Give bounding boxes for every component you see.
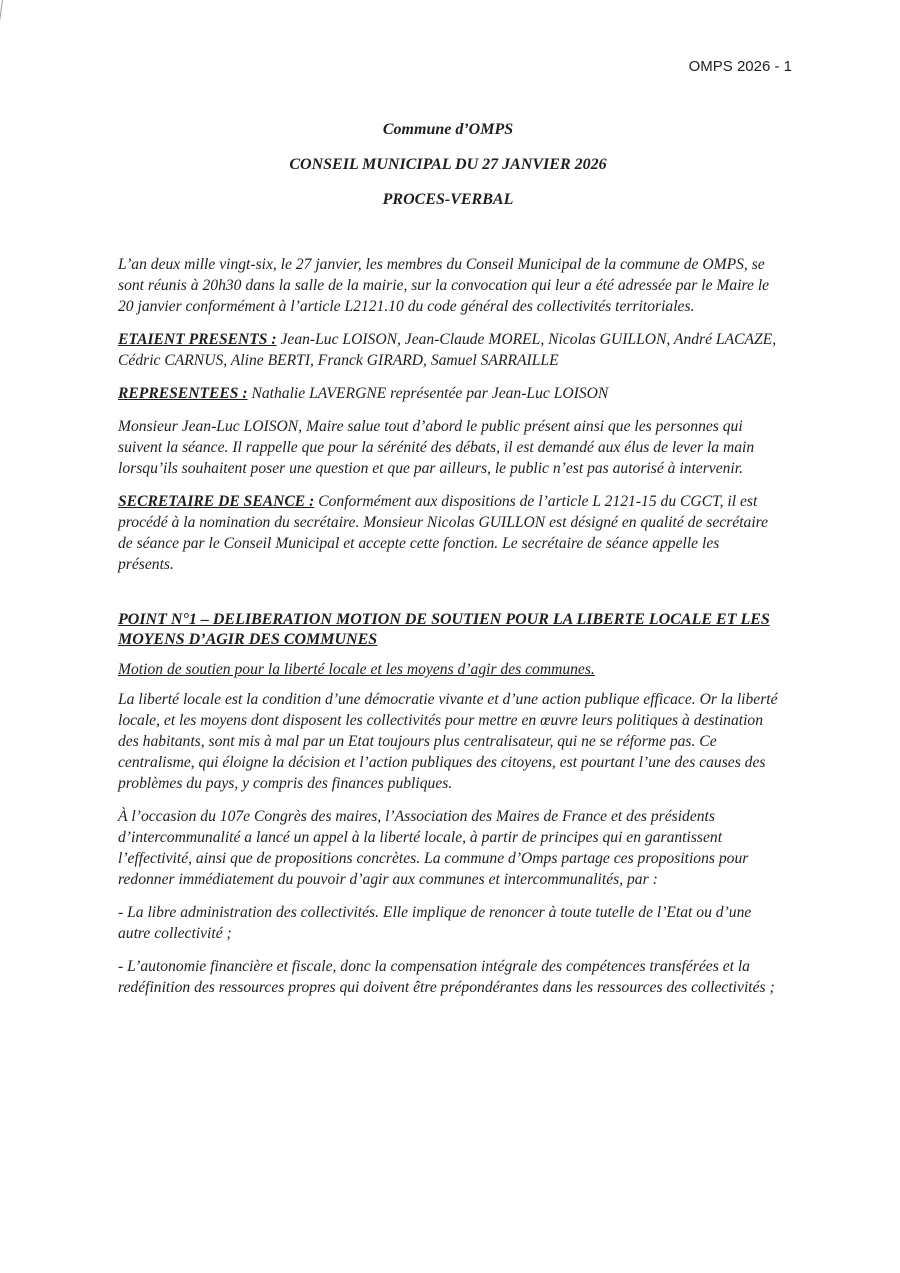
point1-paragraph: - L’autonomie financière et fiscale, donc la compensation intégrale des compétences transférées et la redéfinition des ressources propres qui doivent être prépondérantes dans les ressources des collectivités ; [118,958,775,996]
representees-paragraph [118,383,778,404]
representees-text: Nathalie LAVERGNE représentée par Jean-Luc LOISON [251,385,609,402]
intro-paragraph: L’an deux mille vingt-six, le 27 janvier, les membres du Conseil Municipal de la commune de OMPS, se sont réunis à 20h30 dans la salle de la mairie, sur la convocation qui leur a été adressée par le Maire le 20 janvier conformément à l’article L2121.10 du code général des collectivités territoriales. [118,256,770,315]
point1-title: POINT N°1 – DELIBERATION MOTION DE SOUTIEN POUR LA LIBERTE LOCALE ET LES MOYENS D’AGIR DES COMMUNES [118,611,770,648]
scan-edge-mark [0,0,3,69]
point1-subtitle: Motion de soutien pour la liberté locale et les moyens d’agir des communes. [118,661,595,678]
document-body [118,120,778,1010]
pv-title: PROCES-VERBAL [382,191,514,208]
conseil-title: CONSEIL MUNICIPAL DU 27 JANVIER 2026 [289,156,607,173]
secretaire-paragraph [118,491,778,575]
point1-paragraph: - La libre administration des collectivités. Elle implique de renoncer à toute tutelle de l’Etat ou d’une autre collectivité ; [118,904,752,942]
point1-paragraph: À l’occasion du 107e Congrès des maires, l’Association des Maires de France et des présidents d’intercommunalité a lancé un appel à la liberté locale, à partir de principes qui en garantissent l’effectivité, ainsi que de propositions concrètes. La commune d’Omps partage ces propositions pour redonner immédiatement du pouvoir d’agir aux communes et intercommunalités, par : [118,808,749,888]
point1-paragraph: La liberté locale est la condition d’une démocratie vivante et d’une action publique efficace. Or la liberté locale, et les moyens dont disposent les collectivités pour mettre en œuvre leurs politiques à destination des habitants, sont mis à mal par un Etat toujours plus centralisateur, qui ne se réforme pas. Ce centralisme, qui éloigne la décision et l’action publiques des citoyens, est pourtant l’une des causes des problèmes du pays, y compris des finances publiques. [118,691,778,792]
representees-label: REPRESENTEES : [118,385,248,402]
mayor-welcome-paragraph: Monsieur Jean-Luc LOISON, Maire salue tout d’abord le public présent ainsi que les personnes qui suivent la séance. Il rappelle que pour la sérénité des débats, il est demandé aux élus de lever la main lorsqu’ils souhaitent poser une question et que par ailleurs, le public n’est pas autorisé à intervenir. [118,418,755,477]
presents-text: Jean-Luc LOISON, Jean-Claude MOREL, Nicolas GUILLON, André LACAZE, Cédric CARNUS, Aline BERTI, Franck GIRARD, Samuel SARRAILLE [118,331,777,369]
secretaire-text: Conformément aux dispositions de l’article L 2121-15 du CGCT, il est procédé à la nomination du secrétaire. Monsieur Nicolas GUILLON est désigné en qualité de secrétaire de séance par le Conseil Municipal et accepte cette fonction. Le secrétaire de séance appelle les présents. [118,493,769,573]
page-reference: OMPS 2026 - 1 [688,58,792,75]
title-block [118,120,778,210]
secretaire-label: SECRETAIRE DE SEANCE : [118,493,315,510]
presents-paragraph [118,329,778,371]
presents-label: ETAIENT PRESENTS : [118,331,277,348]
commune-title: Commune d’OMPS [382,121,514,138]
